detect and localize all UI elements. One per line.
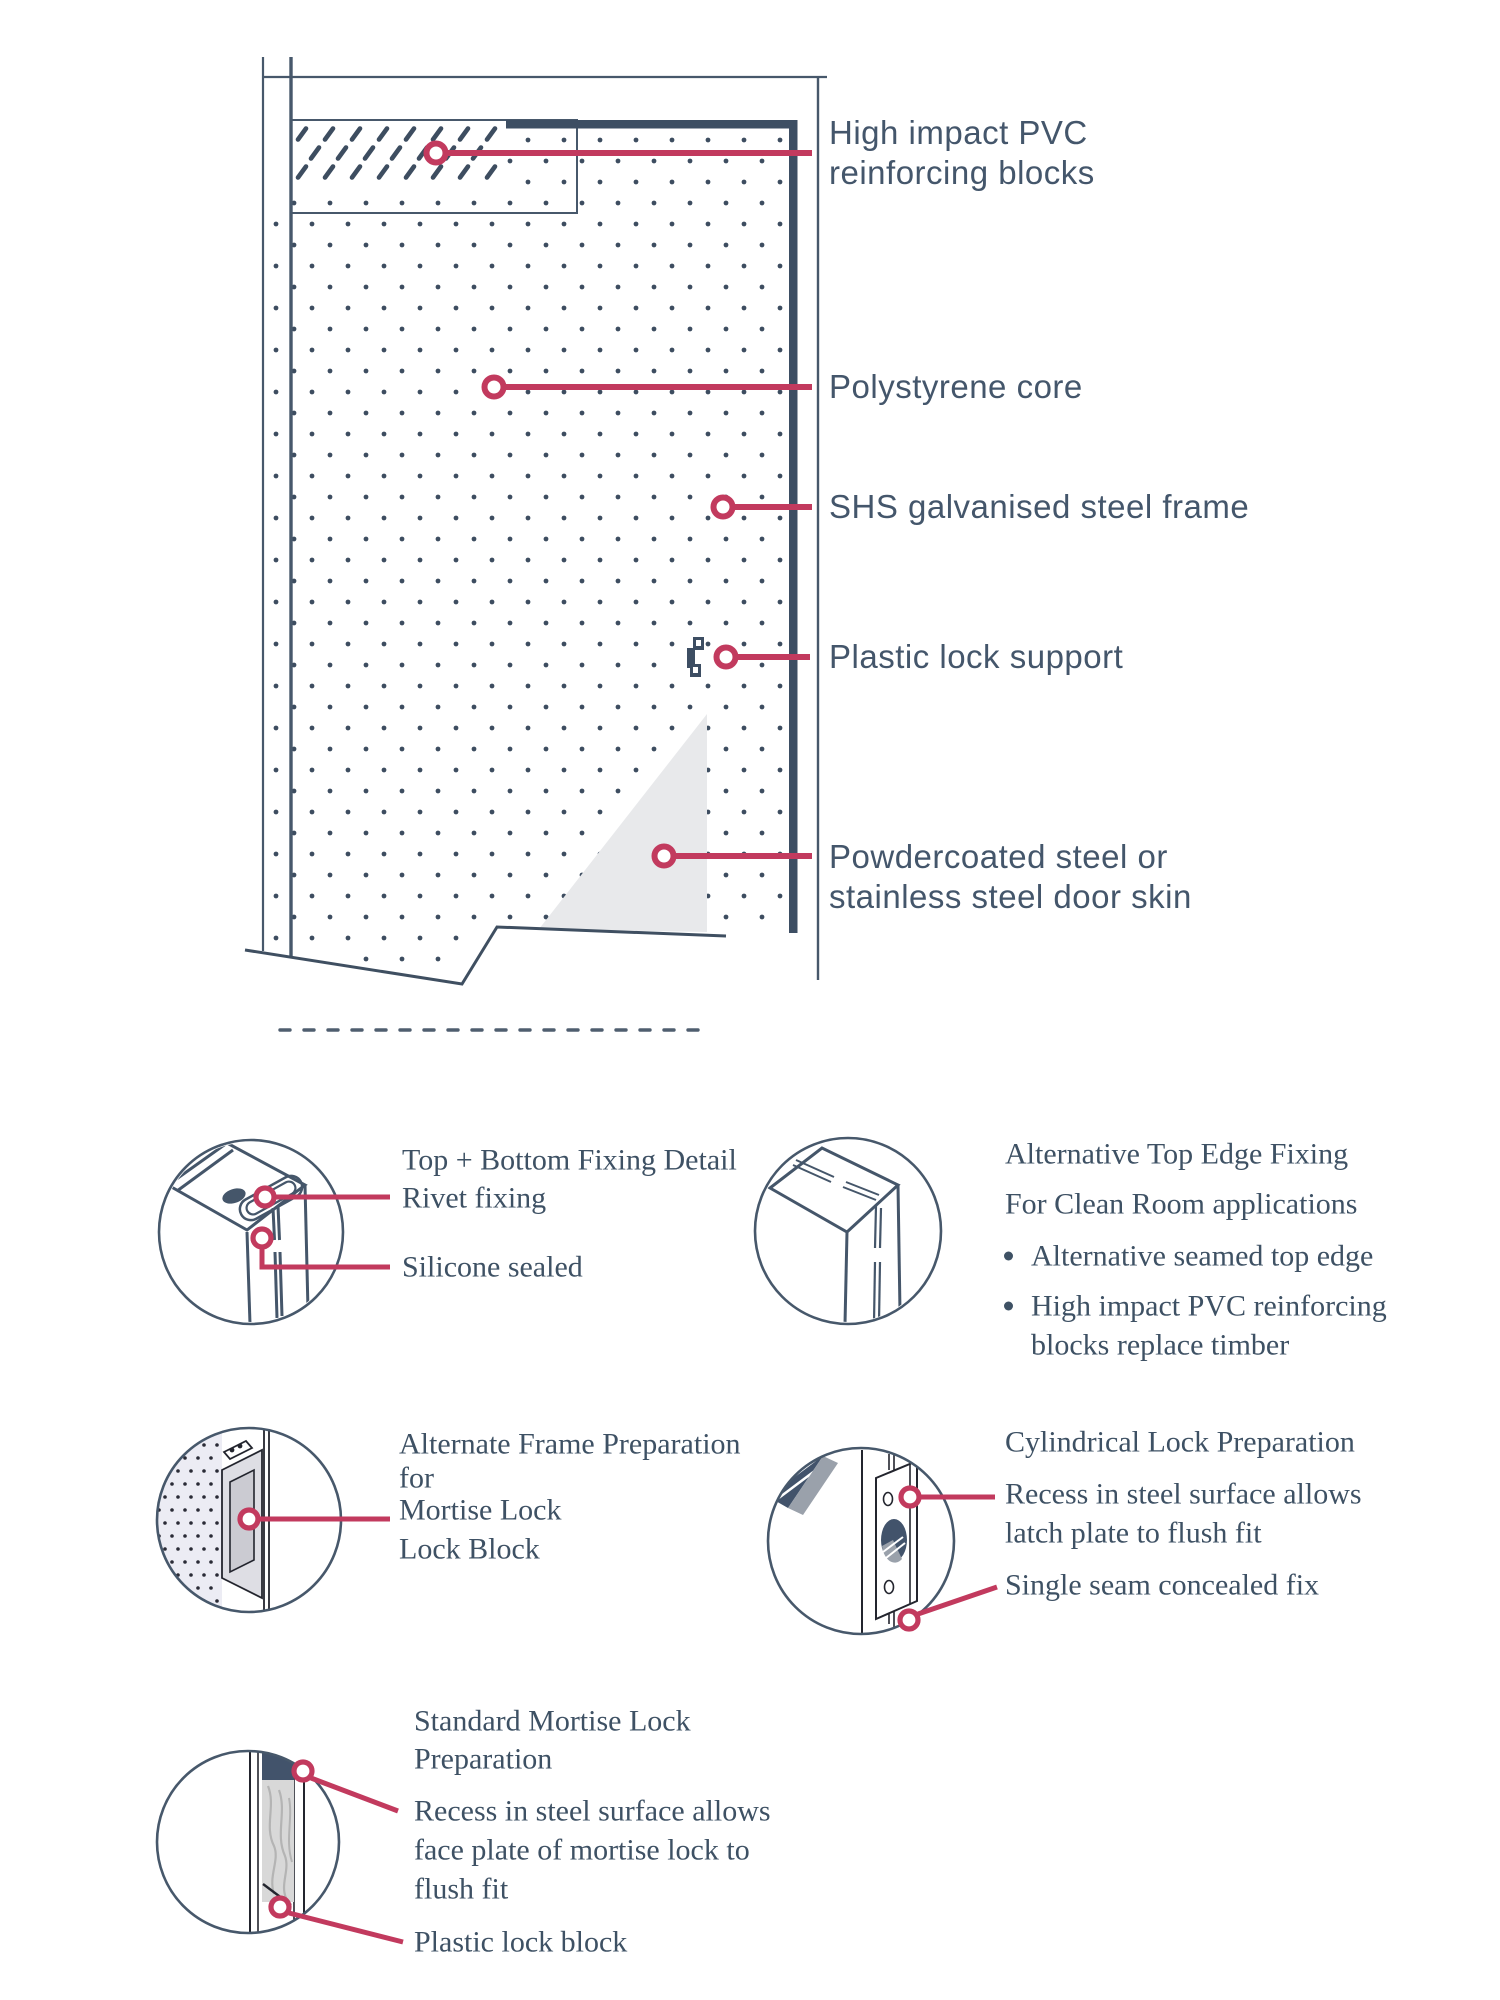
label-lock-support: Plastic lock support bbox=[829, 637, 1124, 675]
callout-ring-shs bbox=[714, 498, 733, 517]
callout-ring-pvc bbox=[427, 144, 446, 163]
detail-b1-title-line1: Alternate Frame Preparation bbox=[399, 1427, 741, 1461]
detail-b2-note-line1: Recess in steel surface allows bbox=[1005, 1477, 1362, 1511]
detail-a1-silicone: Silicone sealed bbox=[402, 1250, 583, 1284]
label-core: Polystyrene core bbox=[829, 367, 1083, 405]
detail-alt-top-edge bbox=[755, 1138, 941, 1324]
detail-a1-rivet: Rivet fixing bbox=[402, 1181, 547, 1215]
detail-a2-bullet2-line1: High impact PVC reinforcing bbox=[1031, 1289, 1387, 1323]
detail-c-note-line3: flush fit bbox=[414, 1872, 509, 1906]
callout-ring-skin bbox=[655, 847, 674, 866]
detail-a2-bullet1: Alternative seamed top edge bbox=[1031, 1239, 1374, 1273]
detail-a1-title: Top + Bottom Fixing Detail bbox=[402, 1143, 737, 1177]
detail-lock-block bbox=[155, 1426, 390, 1616]
detail-b1-title-line2: for bbox=[399, 1461, 434, 1495]
detail-b2-title: Cylindrical Lock Preparation bbox=[1005, 1425, 1355, 1459]
door-skin-peel-triangle bbox=[539, 714, 707, 932]
label-shs: SHS galvanised steel frame bbox=[829, 487, 1250, 525]
detail-a2-subtitle: For Clean Room applications bbox=[1005, 1187, 1358, 1221]
detail-standard-mortise bbox=[157, 1750, 403, 1942]
detail-c-block: Plastic lock block bbox=[414, 1925, 628, 1959]
label-skin-line2: stainless steel door skin bbox=[829, 877, 1192, 915]
detail-b1-title-line3: Mortise Lock bbox=[399, 1493, 562, 1527]
detail-top-bottom-fixing bbox=[159, 1140, 390, 1324]
lock-support-bracket-icon bbox=[687, 637, 704, 677]
label-skin-line1: Powdercoated steel or bbox=[829, 837, 1168, 875]
detail-a2-bullet2-line2: blocks replace timber bbox=[1031, 1328, 1290, 1362]
detail-b1-lock-block: Lock Block bbox=[399, 1532, 540, 1566]
break-line bbox=[245, 927, 726, 984]
detail-b2-note-line2: latch plate to flush fit bbox=[1005, 1516, 1262, 1550]
label-pvc-line1: High impact PVC bbox=[829, 113, 1088, 151]
door-main-section bbox=[245, 57, 827, 1030]
bullet-icon bbox=[1004, 1252, 1013, 1261]
label-pvc-line2: reinforcing blocks bbox=[829, 153, 1095, 191]
callout-leaders bbox=[427, 144, 813, 866]
detail-a2-title: Alternative Top Edge Fixing bbox=[1005, 1137, 1349, 1171]
detail-c-title-line2: Preparation bbox=[414, 1742, 553, 1776]
detail-b2-seam: Single seam concealed fix bbox=[1005, 1568, 1320, 1602]
detail-c-note-line2: face plate of mortise lock to bbox=[414, 1833, 750, 1867]
detail-cylindrical-lock bbox=[760, 1444, 997, 1648]
bullet-icon bbox=[1004, 1302, 1013, 1311]
callout-ring-lock-support bbox=[717, 648, 736, 667]
detail-c-note-line1: Recess in steel surface allows bbox=[414, 1794, 771, 1828]
callout-ring-core bbox=[485, 378, 504, 397]
detail-c-title-line1: Standard Mortise Lock bbox=[414, 1704, 691, 1738]
